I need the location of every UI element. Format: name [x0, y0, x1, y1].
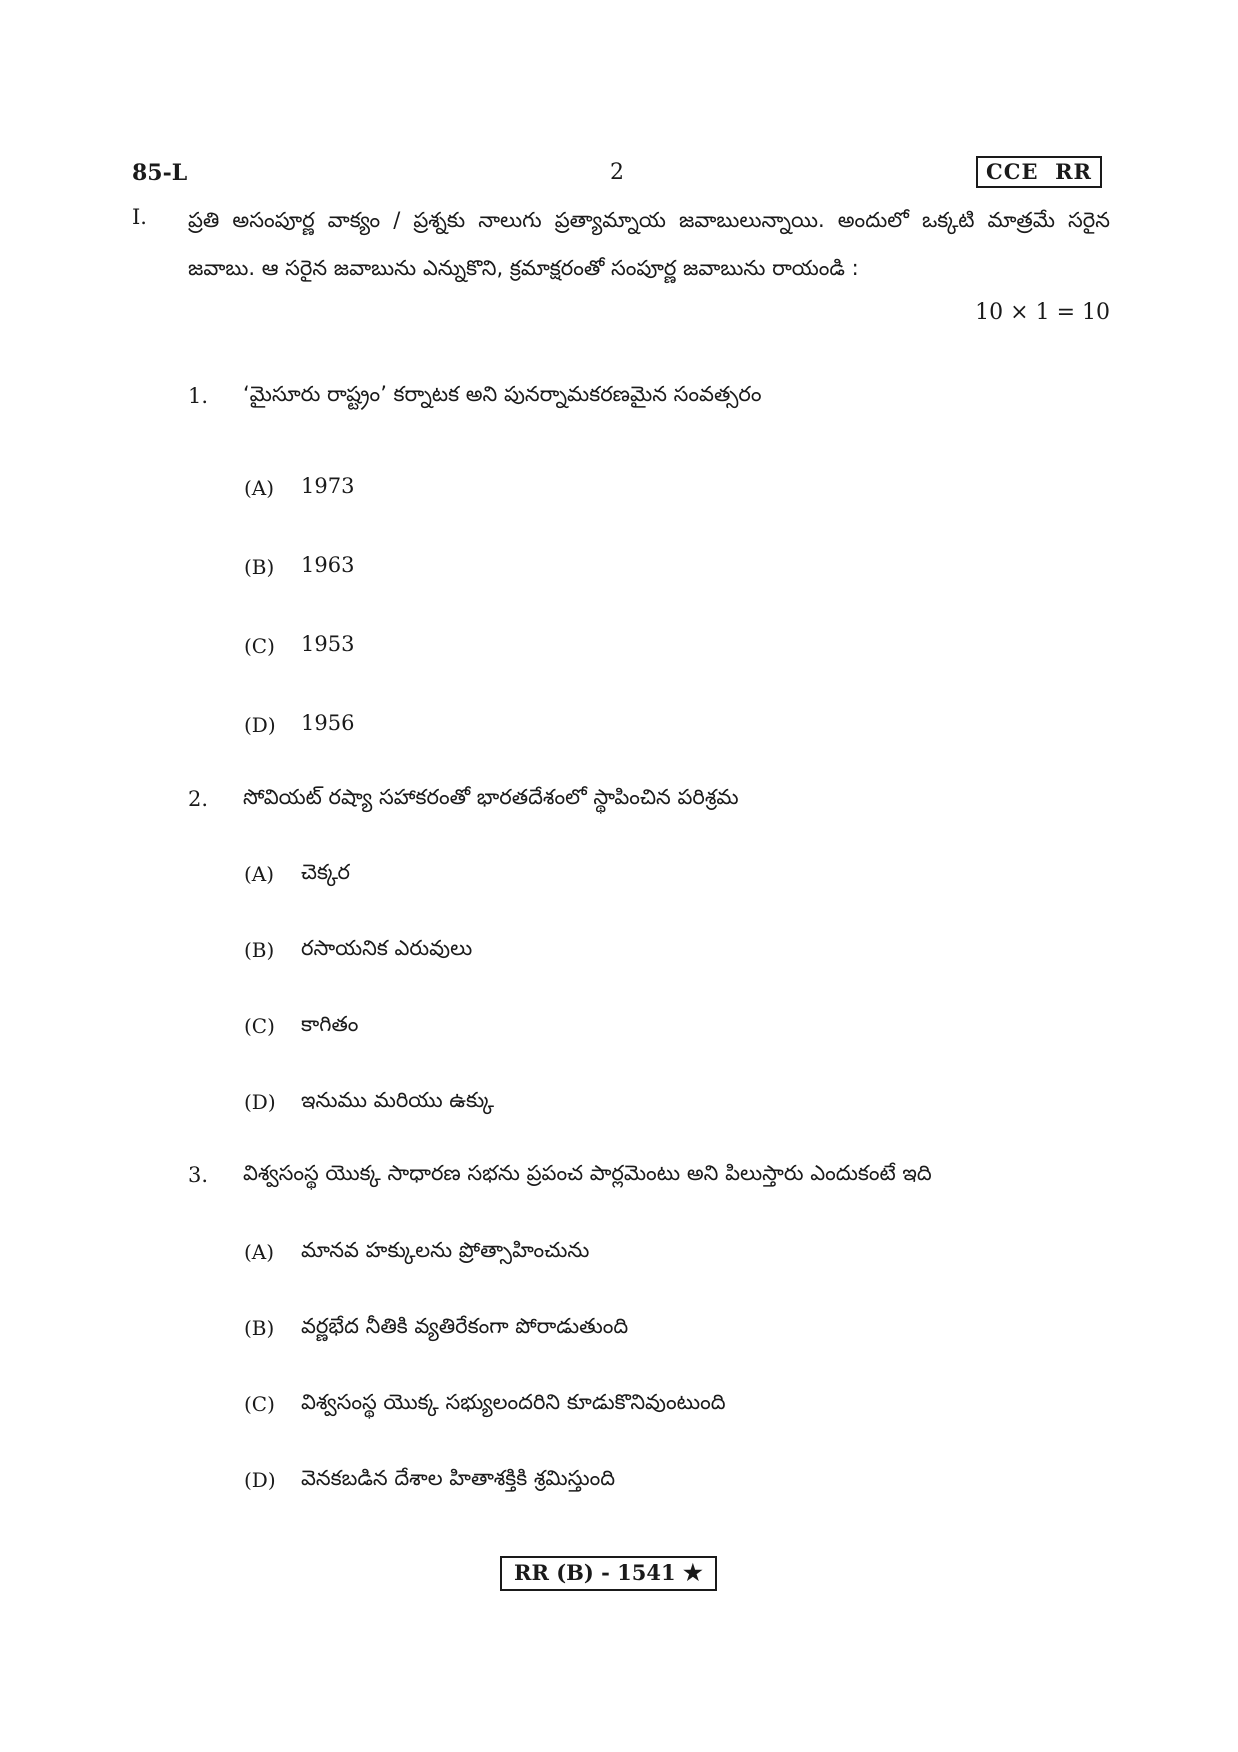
option-text: 1956 — [301, 711, 355, 735]
question-text: సోవియట్ రష్యా సహాకరంతో భారతదేశంలో స్థాపించిన పరిశ్రమ — [243, 785, 739, 809]
option-text: మానవ హక్కులను ప్రోత్సాహించును — [301, 1238, 590, 1262]
option-text: వర్ణభేద నీతికి వ్యతిరేకంగా పోరాడుతుంది — [301, 1314, 629, 1338]
option-letter: (C) — [244, 1392, 275, 1416]
option-letter: (B) — [244, 1316, 275, 1340]
option-text: వెనకబడిన దేశాల హితాశక్తికి శ్రమిస్తుంది — [301, 1466, 616, 1490]
footer-code: RR (B) - 1541 — [514, 1560, 676, 1585]
page-number: 2 — [610, 160, 624, 185]
footer-code-box — [500, 1556, 717, 1591]
question-number: 3. — [188, 1163, 209, 1187]
star-icon: ★ — [682, 1560, 703, 1586]
question-number: 1. — [188, 384, 209, 408]
option-letter: (D) — [244, 1468, 276, 1492]
question-text: విశ్వసంస్థ యొక్క సాధారణ సభను ప్రపంచ పార్లమెంటు అని పిలుస్తారు ఎందుకంటే ఇది — [243, 1161, 932, 1185]
option-text: 1973 — [301, 474, 355, 498]
option-letter: (D) — [244, 713, 276, 737]
paper-code: 85-L — [132, 160, 188, 186]
scheme-code-box: CCE RR — [976, 156, 1102, 188]
section-instructions: ప్రతి అసంపూర్ణ వాక్యం / ప్రశ్నకు నాలుగు ప్రత్యామ్నాయ జవాబులున్నాయి. అందులో ఒక్కటి మాత్రమే సరైన జవాబు. ఆ సరైన జవాబును ఎన్నుకొని, క్రమాక్షరంతో సంపూర్ణ జవాబును రాయండి : — [188, 208, 1110, 280]
option-letter: (C) — [244, 634, 275, 658]
option-letter: (A) — [244, 862, 275, 886]
option-text: ఇనుము మరియు ఉక్కు — [301, 1088, 495, 1112]
section-marks: 10 × 1 = 10 — [975, 300, 1110, 325]
option-text: 1963 — [301, 553, 355, 577]
option-letter: (C) — [244, 1014, 275, 1038]
section-number: I. — [132, 205, 147, 229]
option-text: చెక్కర — [301, 860, 351, 884]
option-text: విశ్వసంస్థ యొక్క సభ్యులందరిని కూడుకొనివుంటుంది — [301, 1390, 726, 1414]
option-text: కాగితం — [301, 1012, 359, 1036]
option-letter: (D) — [244, 1090, 276, 1114]
option-letter: (B) — [244, 555, 275, 579]
option-letter: (B) — [244, 938, 275, 962]
option-text: 1953 — [301, 632, 355, 656]
option-letter: (A) — [244, 476, 275, 500]
option-letter: (A) — [244, 1240, 275, 1264]
question-number: 2. — [188, 787, 209, 811]
page-header — [132, 156, 1102, 192]
question-text: ‘మైసూరు రాష్ట్రం’ కర్నాటక అని పునర్నామకరణమైన సంవత్సరం — [243, 382, 762, 406]
option-text: రసాయనిక ఎరువులు — [301, 936, 473, 960]
